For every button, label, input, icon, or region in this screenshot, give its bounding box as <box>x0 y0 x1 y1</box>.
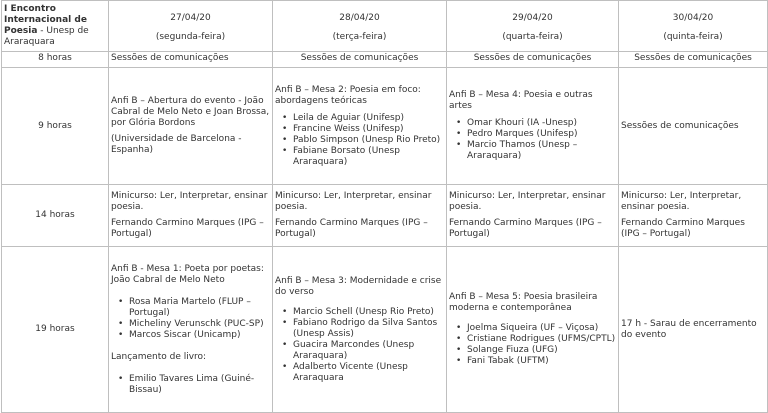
schedule-cell: Minicurso: Ler, Interpretar, ensinar poesia. Fernando Carmino Marques (IPG – Portugal) <box>273 185 447 247</box>
time-label: 8 horas <box>2 52 109 68</box>
header-row <box>2 1 768 52</box>
list-item: • Marcio Schell (Unesp Rio Preto) <box>293 307 444 318</box>
list-item: • Omar Khouri (IA -Unesp) <box>467 118 616 129</box>
list-item: • Solange Fiuza (UFG) <box>467 345 616 356</box>
schedule-cell: Anfi B – Mesa 4: Poesia e outras artes • Omar Khouri (IA -Unesp) • Pedro Marques (Unifesp) • Marcio Thamos (Unesp – Araraquara) <box>447 68 619 185</box>
time-label: 19 horas <box>2 247 109 413</box>
list-item: • Rosa Maria Martelo (FLUP – Portugal) <box>129 297 270 319</box>
list-item: • Pedro Marques (Unifesp) <box>467 129 616 140</box>
schedule-cell: Sessões de comunicações <box>109 52 273 68</box>
speaker-list <box>275 307 444 384</box>
list-item: • Guacira Marcondes (Unesp Araraquara) <box>293 340 444 362</box>
list-item: • Emilio Tavares Lima (Guiné-Bissau) <box>129 374 270 396</box>
schedule-cell: Minicurso: Ler, Interpretar, ensinar poesia. Fernando Carmino Marques (IPG – Portugal) <box>109 185 273 247</box>
schedule-cell: Minicurso: Ler, Interpretar, ensinar poesia. Fernando Carmino Marques (IPG – Portugal) <box>619 185 768 247</box>
day-header: 28/04/20 (terça-feira) <box>273 1 447 52</box>
schedule-cell: Anfi B - Mesa 1: Poeta por poetas: João Cabral de Melo Neto • Rosa Maria Martelo (FLUP – Portugal) • Micheliny Verunschk (PUC-SP) • Marcos Siscar (Unicamp) Lançamento de livro: • Emilio Tavares Lima (Guiné-Bissau) <box>109 247 273 413</box>
list-item: • Fani Tabak (UFTM) <box>467 356 616 367</box>
schedule-cell: Anfi B – Abertura do evento - João Cabral de Melo Neto e Joan Brossa, por Glória Bordons (Universidade de Barcelona - Espanha) <box>109 68 273 185</box>
schedule-cell: Sessões de comunicações <box>619 52 768 68</box>
schedule-cell: Anfi B – Mesa 3: Modernidade e crise do verso • Marcio Schell (Unesp Rio Preto) • Fabiano Rodrigo da Silva Santos (Unesp Assis) • Guacira Marcondes (Unesp Araraquara) • Adalberto Vicente (Unesp Araraquara <box>273 247 447 413</box>
list-item: • Pablo Simpson (Unesp Rio Preto) <box>293 135 444 146</box>
list-item: • Marcio Thamos (Unesp – Araraquara) <box>467 140 616 162</box>
speaker-list <box>111 374 270 396</box>
event-title: I Encontro Internacional de Poesia - Unesp de Araraquara <box>2 1 109 52</box>
row-8h <box>2 52 768 68</box>
row-19h <box>2 247 768 413</box>
schedule-cell: Minicurso: Ler, Interpretar, ensinar poesia. Fernando Carmino Marques (IPG – Portugal) <box>447 185 619 247</box>
schedule-cell: Sessões de comunicações <box>273 52 447 68</box>
schedule-cell: Sessões de comunicações <box>447 52 619 68</box>
speaker-list <box>111 297 270 341</box>
list-item: • Adalberto Vicente (Unesp Araraquara <box>293 362 444 384</box>
list-item: • Marcos Siscar (Unicamp) <box>129 330 270 341</box>
list-item: • Leila de Aguiar (Unifesp) <box>293 113 444 124</box>
list-item: • Fabiane Borsato (Unesp Araraquara) <box>293 146 444 168</box>
time-label: 14 horas <box>2 185 109 247</box>
row-9h <box>2 68 768 185</box>
row-14h <box>2 185 768 247</box>
schedule-table <box>1 0 768 413</box>
time-label: 9 horas <box>2 68 109 185</box>
speaker-list <box>449 323 616 367</box>
list-item: • Joelma Siqueira (UF – Viçosa) <box>467 323 616 334</box>
list-item: • Francine Weiss (Unifesp) <box>293 124 444 135</box>
schedule-cell: Anfi B – Mesa 5: Poesia brasileira moderna e contemporânea • Joelma Siqueira (UF – Viçosa) • Cristiane Rodrigues (UFMS/CPTL) • Solange Fiuza (UFG) • Fani Tabak (UFTM) <box>447 247 619 413</box>
speaker-list <box>275 113 444 168</box>
list-item: • Fabiano Rodrigo da Silva Santos (Unesp Assis) <box>293 318 444 340</box>
schedule-cell: 17 h - Sarau de encerramento do evento <box>619 247 768 413</box>
day-header: 29/04/20 (quarta-feira) <box>447 1 619 52</box>
schedule-cell: Anfi B – Mesa 2: Poesia em foco: abordagens teóricas • Leila de Aguiar (Unifesp) • Francine Weiss (Unifesp) • Pablo Simpson (Unesp Rio Preto) • Fabiane Borsato (Unesp Araraquara) <box>273 68 447 185</box>
list-item: • Micheliny Verunschk (PUC-SP) <box>129 319 270 330</box>
day-header: 30/04/20 (quinta-feira) <box>619 1 768 52</box>
speaker-list <box>449 118 616 162</box>
day-header: 27/04/20 (segunda-feira) <box>109 1 273 52</box>
list-item: • Cristiane Rodrigues (UFMS/CPTL) <box>467 334 616 345</box>
schedule-cell: Sessões de comunicações <box>619 68 768 185</box>
